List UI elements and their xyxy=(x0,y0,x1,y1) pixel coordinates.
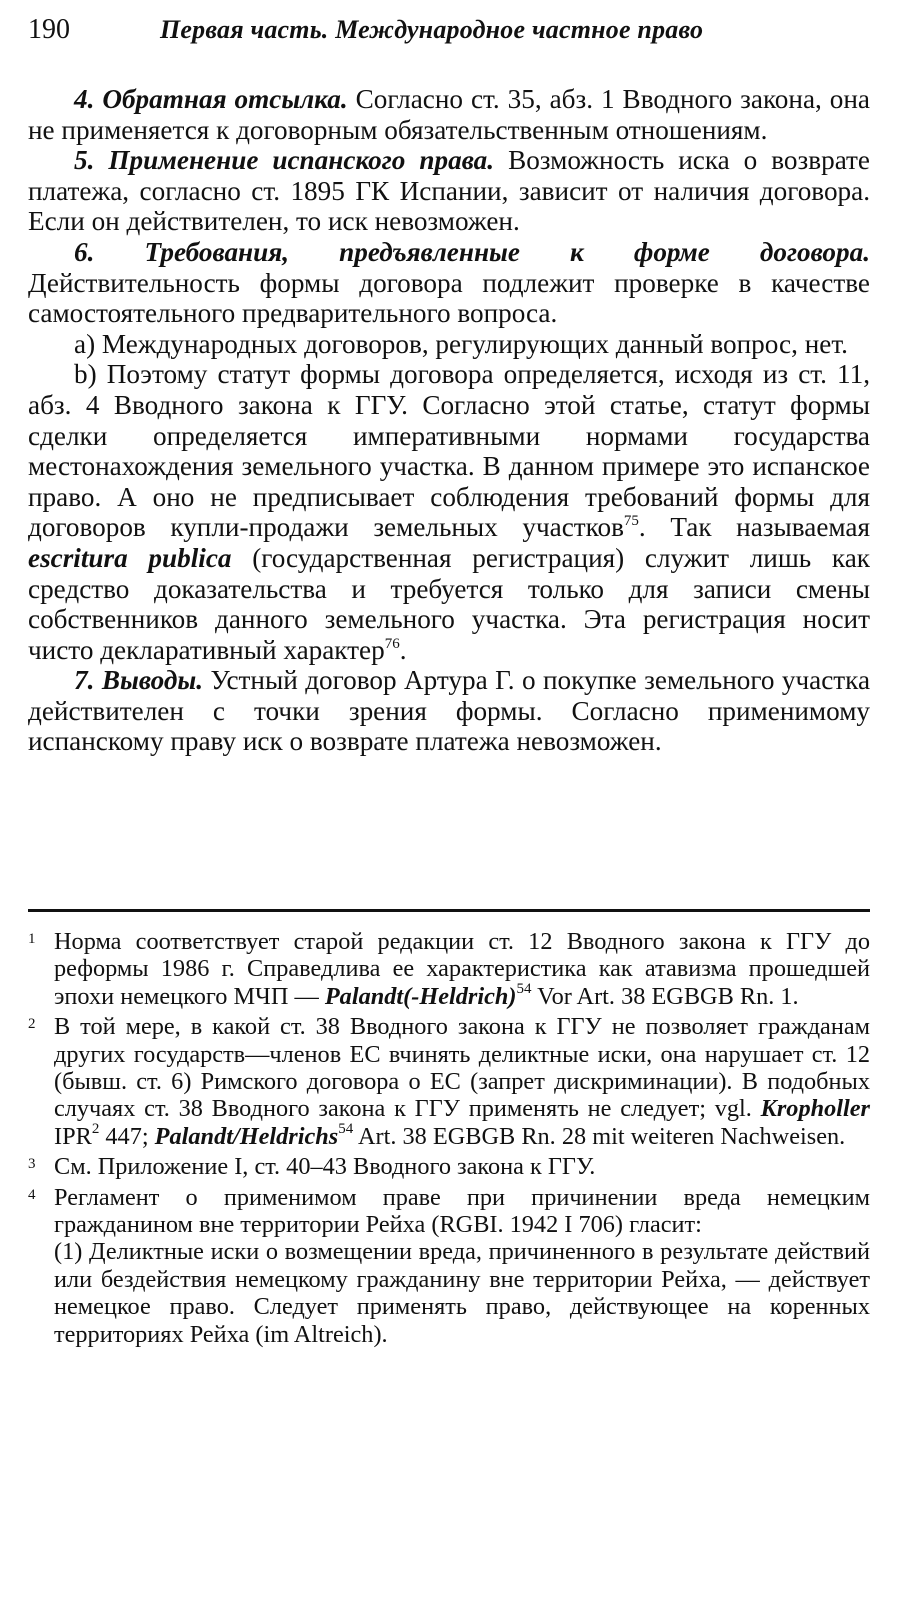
footnote-divider xyxy=(28,909,870,912)
footnote-1 xyxy=(28,928,870,1010)
footnote-1-text-1: Норма соответствует старой редакции ст. 12 Вводного закона к ГГУ до реформы 1986 г. Справедлива ее характеристика как атавизма прошедшей эпохи немецкого МЧП — xyxy=(54,928,870,1010)
footnote-1-citation: Palandt(-Heldrich) xyxy=(324,982,517,1010)
paragraph-6a-text: а) Международных договоров, регулирующих данный вопрос, нет. xyxy=(74,328,848,359)
paragraph-5 xyxy=(28,145,870,237)
paragraph-4 xyxy=(28,84,870,145)
paragraph-5-lead: 5. Применение испанского права. xyxy=(74,145,495,176)
footnote-2-citation-1: Kropholler xyxy=(760,1095,871,1123)
running-title: Первая часть. Международное частное право xyxy=(160,15,704,44)
main-text xyxy=(28,84,870,757)
footnote-2-text-4: Art. 38 EGBGB Rn. 28 mit weiteren Nachweisen. xyxy=(358,1122,846,1150)
paragraph-6-lead: 6. Требования, предъявленные к форме договора. xyxy=(74,236,870,267)
paragraph-6b xyxy=(28,359,870,665)
paragraph-7-lead: 7. Выводы. xyxy=(74,665,204,696)
footnote-2-text-2: IPR xyxy=(54,1122,92,1150)
paragraph-7 xyxy=(28,665,870,757)
footnote-1-text-2: Vor Art. 38 EGBGB Rn. 1. xyxy=(537,982,799,1010)
paragraph-6 xyxy=(28,237,870,329)
footnote-2-citation-2: Palandt/Heldrichs xyxy=(154,1122,339,1150)
paragraph-6b-text-4: . xyxy=(399,634,407,665)
paragraph-6-text: Действительность формы договора подлежит проверке в качестве самостоятельного предварительного вопроса. xyxy=(28,267,870,329)
footnote-4-text-2: (1) Деликтные иски о возмещении вреда, причиненного в результате действий или бездействия немецкому гражданину вне территории Рейха, — действует немецкое право. Следует применять право, действующее на коренных территориях Рейха (im Altreich). xyxy=(54,1238,870,1348)
footnote-2-number: 2 xyxy=(28,1016,36,1033)
footnote-4-number: 4 xyxy=(28,1186,36,1203)
footnote-3-text: См. Приложение I, ст. 40–43 Вводного закона к ГГУ. xyxy=(54,1153,596,1181)
footnote-3 xyxy=(28,1153,870,1180)
paragraph-6b-term: escritura publica xyxy=(28,542,232,573)
footnote-2 xyxy=(28,1013,870,1150)
paragraph-6b-text-1: b) Поэтому статут формы договора определяется, исходя из ст. 11, абз. 4 Вводного закона к ГГУ. Согласно этой статье, статут формы сделки определяется императивными нормами государства местонахождения земельного участка. В данном примере это испанское право. А оно не предписывает соблюдения требований формы для договоров купли-продажи земельных участков xyxy=(28,359,870,543)
footnote-1-sup: 54 xyxy=(516,980,532,997)
paragraph-6b-text-3: (государственная регистрация) служит лишь как средство доказательства и требуется только для записи смены собственников данного земельного участка. Эта регистрация носит чисто декларативный характер xyxy=(28,542,870,665)
page-header xyxy=(28,14,870,58)
footnote-1-number: 1 xyxy=(28,931,36,947)
footnote-ref-75: 75 xyxy=(623,513,639,530)
footnote-4 xyxy=(28,1184,870,1348)
paragraph-4-text: Согласно ст. 35, абз. 1 Вводного закона, она не применяется к договорным обязательственным отношениям. xyxy=(28,84,870,145)
footnotes xyxy=(28,928,870,1351)
book-page xyxy=(28,14,871,1348)
footnote-2-sup-1: 2 xyxy=(91,1120,100,1137)
footnote-ref-76: 76 xyxy=(384,635,400,652)
footnote-4-text-1: Регламент о применимом праве при причинении вреда немецким гражданином вне территории Рейха (RGBI. 1942 I 706) гласит: xyxy=(54,1183,870,1239)
footnote-2-text-1: В той мере, в какой ст. 38 Вводного закона к ГГУ не позволяет гражданам других государств—членов ЕС вчинять деликтные иски, она нарушает ст. 12 (бывш. ст. 6) Римского договора о ЕС (запрет дискриминации). В подобных случаях ст. 38 Вводного закона к ГГУ применять не следует; vgl. xyxy=(54,1013,870,1123)
paragraph-4-lead: 4. Обратная отсылка. xyxy=(74,84,348,114)
page-number: 190 xyxy=(28,14,70,45)
paragraph-6a xyxy=(28,329,870,360)
footnote-2-text-3: 447; xyxy=(105,1122,149,1150)
paragraph-7-text: Устный договор Артура Г. о покупке земельного участка действителен с точки зрения формы. Согласно применимому испанскому праву иск о возврате платежа невозможен. xyxy=(28,665,871,757)
paragraph-6b-text-2: . Так называемая xyxy=(638,512,870,543)
paragraph-5-text: Возможность иска о возврате платежа, согласно ст. 1895 ГК Испании, зависит от наличия договора. Если он действителен, то иск невозможен. xyxy=(28,145,870,237)
footnote-2-sup-2: 54 xyxy=(338,1120,354,1137)
footnote-3-number: 3 xyxy=(28,1156,36,1173)
